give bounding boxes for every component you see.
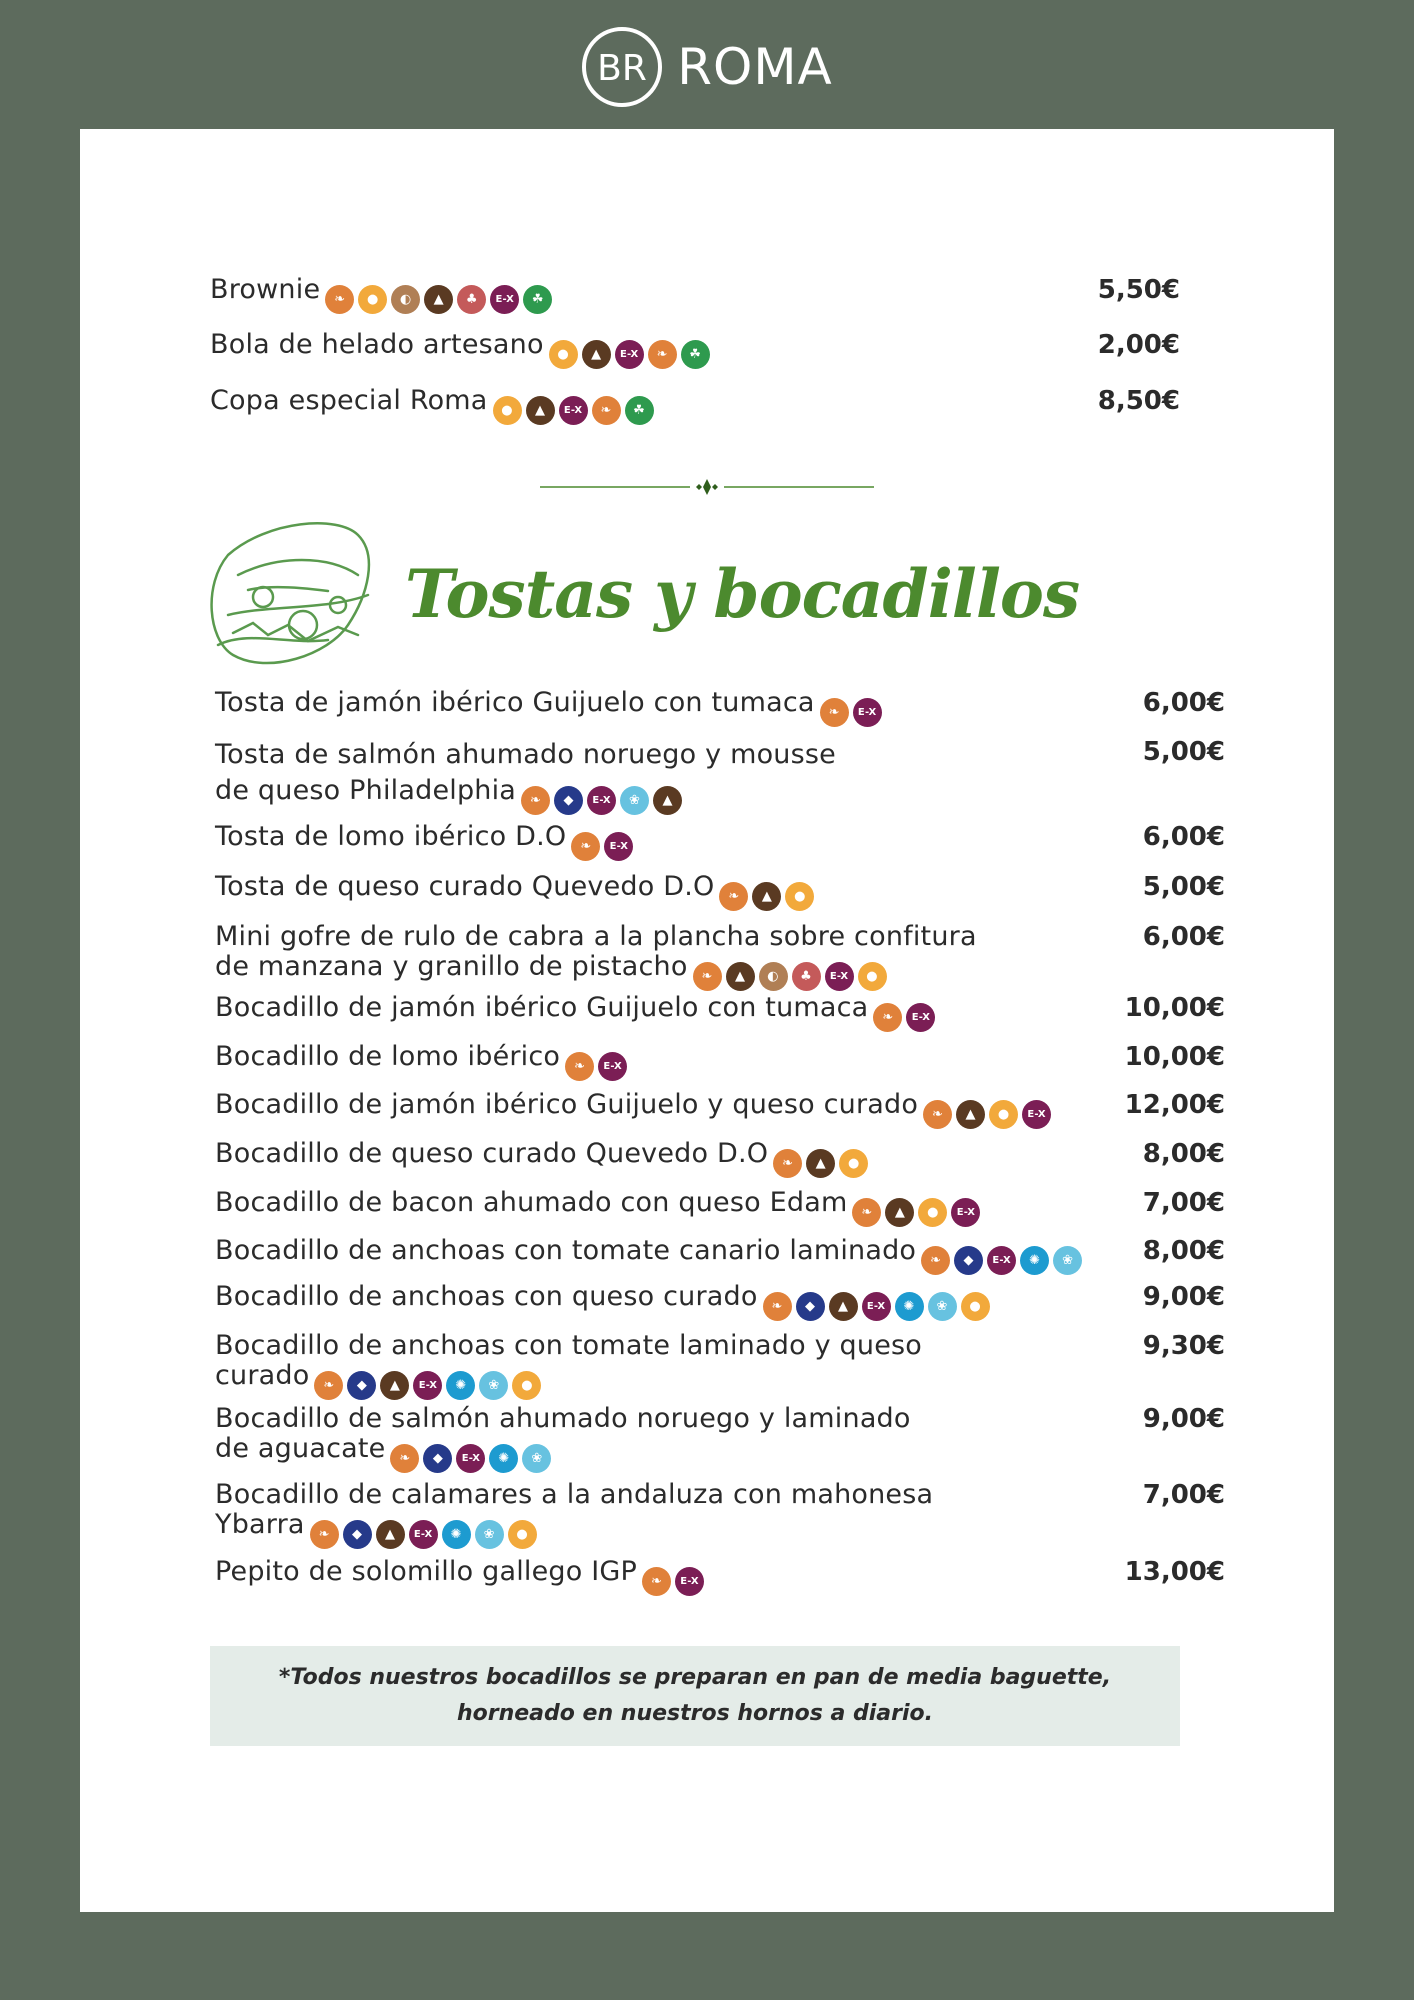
gluten-allergen-icon: ❧ <box>820 698 849 727</box>
egg-allergen-icon: ● <box>989 1100 1018 1129</box>
item-price: 13,00€ <box>1124 1557 1225 1587</box>
allergen-icons <box>820 698 882 727</box>
mollusc-allergen-icon: ❀ <box>928 1292 957 1321</box>
allergen-icons <box>693 962 887 991</box>
milk-allergen-icon: ▲ <box>424 285 453 314</box>
egg-allergen-icon: ● <box>512 1371 541 1400</box>
fish-allergen-icon: ◆ <box>347 1371 376 1400</box>
sulfite-allergen-icon: E-X <box>825 962 854 991</box>
item-name-line: Tosta de salmón ahumado noruego y mousse <box>215 739 836 770</box>
peanut-allergen-icon: ♣ <box>457 285 486 314</box>
mollusc-allergen-icon: ❀ <box>479 1371 508 1400</box>
milk-allergen-icon: ▲ <box>653 786 682 815</box>
allergen-icons <box>921 1246 1082 1275</box>
item-name <box>215 872 814 911</box>
roma-monogram-icon <box>581 26 663 108</box>
brand-logo <box>0 26 1414 108</box>
item-price: 9,00€ <box>1142 1282 1225 1312</box>
crust-allergen-icon: ✺ <box>1020 1246 1049 1275</box>
milk-allergen-icon: ▲ <box>526 396 555 425</box>
mollusc-allergen-icon: ❀ <box>1053 1246 1082 1275</box>
allergen-icons <box>549 340 710 369</box>
gluten-allergen-icon: ❧ <box>592 396 621 425</box>
allergen-icons <box>642 1567 704 1596</box>
egg-allergen-icon: ● <box>961 1292 990 1321</box>
gluten-allergen-icon: ❧ <box>923 1100 952 1129</box>
crust-allergen-icon: ✺ <box>489 1444 518 1473</box>
sandwich-illustration-icon <box>208 515 393 675</box>
item-price: 2,00€ <box>1097 330 1180 360</box>
allergen-icons <box>571 832 633 861</box>
sulfite-allergen-icon: E-X <box>675 1567 704 1596</box>
allergen-icons <box>763 1292 990 1321</box>
egg-allergen-icon: ● <box>839 1149 868 1178</box>
menu-item-row <box>215 1139 1225 1178</box>
milk-allergen-icon: ▲ <box>885 1198 914 1227</box>
milk-allergen-icon: ▲ <box>380 1371 409 1400</box>
item-price: 12,00€ <box>1124 1090 1225 1120</box>
fish-allergen-icon: ◆ <box>423 1444 452 1473</box>
sulfite-allergen-icon: E-X <box>951 1198 980 1227</box>
milk-allergen-icon: ▲ <box>582 340 611 369</box>
menu-item-row <box>215 822 1225 861</box>
item-name-line: Ybarra <box>215 1509 305 1540</box>
gluten-allergen-icon: ❧ <box>642 1567 671 1596</box>
allergen-icons <box>923 1100 1051 1129</box>
item-name <box>215 1188 980 1227</box>
milk-allergen-icon: ▲ <box>829 1292 858 1321</box>
menu-item-row <box>215 993 1225 1032</box>
sulfite-allergen-icon: E-X <box>604 832 633 861</box>
menu-item-row <box>215 872 1225 911</box>
crust-allergen-icon: ✺ <box>895 1292 924 1321</box>
item-price: 5,50€ <box>1097 275 1180 305</box>
allergen-icons <box>314 1371 541 1400</box>
celery-allergen-icon: ☘ <box>523 285 552 314</box>
item-name <box>210 386 654 425</box>
item-price: 8,00€ <box>1142 1236 1225 1266</box>
egg-allergen-icon: ● <box>493 396 522 425</box>
mollusc-allergen-icon: ❀ <box>620 786 649 815</box>
item-name-line: Bocadillo de bacon ahumado con queso Edam <box>215 1187 848 1218</box>
item-price: 8,00€ <box>1142 1139 1225 1169</box>
item-name-line: de manzana y granillo de pistacho <box>215 951 688 982</box>
gluten-allergen-icon: ❧ <box>565 1052 594 1081</box>
allergen-icons <box>390 1444 551 1473</box>
egg-allergen-icon: ● <box>358 285 387 314</box>
menu-item-row <box>215 1236 1225 1275</box>
item-price: 7,00€ <box>1142 1480 1225 1510</box>
gluten-allergen-icon: ❧ <box>571 832 600 861</box>
item-name <box>215 1236 1082 1275</box>
menu-item-row <box>215 737 1225 815</box>
menu-item-row <box>215 1480 1225 1549</box>
item-price: 10,00€ <box>1124 1042 1225 1072</box>
mollusc-allergen-icon: ❀ <box>475 1520 504 1549</box>
gluten-allergen-icon: ❧ <box>310 1520 339 1549</box>
item-name-line: Copa especial Roma <box>210 385 488 416</box>
brand-name: ROMA <box>677 38 833 96</box>
menu-item-row <box>215 922 1225 991</box>
item-name <box>210 275 552 314</box>
gluten-allergen-icon: ❧ <box>521 786 550 815</box>
allergen-icons <box>773 1149 868 1178</box>
menu-item-row <box>215 1090 1225 1129</box>
peanut-allergen-icon: ♣ <box>792 962 821 991</box>
allergen-icons <box>493 396 654 425</box>
gluten-allergen-icon: ❧ <box>325 285 354 314</box>
menu-item-row <box>215 1282 1225 1321</box>
celery-allergen-icon: ☘ <box>681 340 710 369</box>
gluten-allergen-icon: ❧ <box>773 1149 802 1178</box>
dessert-row <box>210 330 1180 369</box>
allergen-icons <box>565 1052 627 1081</box>
menu-item-row <box>215 1331 1225 1400</box>
egg-allergen-icon: ● <box>785 882 814 911</box>
item-price: 9,30€ <box>1142 1331 1225 1361</box>
item-name <box>215 737 836 815</box>
milk-allergen-icon: ▲ <box>726 962 755 991</box>
dessert-row <box>210 275 1180 314</box>
milk-allergen-icon: ▲ <box>806 1149 835 1178</box>
menu-item-row <box>215 1557 1225 1596</box>
item-price: 9,00€ <box>1142 1404 1225 1434</box>
item-name-line: Bocadillo de lomo ibérico <box>215 1041 561 1072</box>
allergen-icons <box>719 882 814 911</box>
gluten-allergen-icon: ❧ <box>763 1292 792 1321</box>
item-price: 5,00€ <box>1142 872 1225 902</box>
egg-allergen-icon: ● <box>508 1520 537 1549</box>
item-name <box>215 1090 1051 1129</box>
menu-item-row <box>215 688 1225 727</box>
fish-allergen-icon: ◆ <box>343 1520 372 1549</box>
item-name-line: Bocadillo de anchoas con tomate canario laminado <box>215 1235 917 1266</box>
sulfite-allergen-icon: E-X <box>413 1371 442 1400</box>
item-name-line: curado <box>215 1360 310 1391</box>
gluten-allergen-icon: ❧ <box>648 340 677 369</box>
item-name-line: Bocadillo de anchoas con queso curado <box>215 1281 758 1312</box>
item-price: 8,50€ <box>1097 386 1180 416</box>
item-name-line: Bocadillo de salmón ahumado noruego y laminado <box>215 1403 911 1434</box>
item-name-line: Bocadillo de jamón ibérico Guijuelo y queso curado <box>215 1089 919 1120</box>
sulfite-allergen-icon: E-X <box>987 1246 1016 1275</box>
celery-allergen-icon: ☘ <box>625 396 654 425</box>
mollusc-allergen-icon: ❀ <box>522 1444 551 1473</box>
crust-allergen-icon: ✺ <box>442 1520 471 1549</box>
sulfite-allergen-icon: E-X <box>409 1520 438 1549</box>
baguette-note <box>210 1646 1180 1746</box>
item-name <box>215 688 882 727</box>
item-name-line: Tosta de queso curado Quevedo D.O <box>215 871 715 902</box>
item-name <box>215 1331 922 1400</box>
fish-allergen-icon: ◆ <box>954 1246 983 1275</box>
egg-allergen-icon: ● <box>858 962 887 991</box>
gluten-allergen-icon: ❧ <box>390 1444 419 1473</box>
nuts-allergen-icon: ◐ <box>391 285 420 314</box>
milk-allergen-icon: ▲ <box>956 1100 985 1129</box>
item-price: 10,00€ <box>1124 993 1225 1023</box>
egg-allergen-icon: ● <box>918 1198 947 1227</box>
menu-item-row <box>215 1404 1225 1473</box>
item-name <box>215 993 935 1032</box>
item-name-line: Brownie <box>210 274 321 305</box>
item-name-line: Mini gofre de rulo de cabra a la plancha sobre confitura <box>215 921 977 952</box>
item-price: 5,00€ <box>1142 737 1225 767</box>
sulfite-allergen-icon: E-X <box>598 1052 627 1081</box>
fish-allergen-icon: ◆ <box>554 786 583 815</box>
sulfite-allergen-icon: E-X <box>906 1003 935 1032</box>
sulfite-allergen-icon: E-X <box>853 698 882 727</box>
sulfite-allergen-icon: E-X <box>587 786 616 815</box>
item-name <box>215 1282 990 1321</box>
allergen-icons <box>310 1520 537 1549</box>
allergen-icons <box>325 285 552 314</box>
item-price: 6,00€ <box>1142 688 1225 718</box>
item-name-line: de queso Philadelphia <box>215 775 517 806</box>
item-name <box>215 822 633 861</box>
gluten-allergen-icon: ❧ <box>314 1371 343 1400</box>
sulfite-allergen-icon: E-X <box>862 1292 891 1321</box>
item-name-line: Bocadillo de anchoas con tomate laminado y queso <box>215 1330 922 1361</box>
item-name <box>215 922 977 991</box>
sulfite-allergen-icon: E-X <box>490 285 519 314</box>
gluten-allergen-icon: ❧ <box>921 1246 950 1275</box>
item-name-line: Tosta de lomo ibérico D.O <box>215 821 567 852</box>
note-line-2: horneado en nuestros hornos a diario. <box>456 1701 934 1726</box>
crust-allergen-icon: ✺ <box>446 1371 475 1400</box>
allergen-icons <box>873 1003 935 1032</box>
item-name-line: de aguacate <box>215 1433 386 1464</box>
gluten-allergen-icon: ❧ <box>719 882 748 911</box>
section-title: Tostas y bocadillos <box>405 555 1080 633</box>
item-name <box>215 1042 627 1081</box>
nuts-allergen-icon: ◐ <box>759 962 788 991</box>
note-line-1: *Todos nuestros bocadillos se preparan en pan de media baguette, <box>278 1665 1112 1690</box>
item-name-line: Bocadillo de jamón ibérico Guijuelo con tumaca <box>215 992 869 1023</box>
ornament-divider <box>540 477 874 497</box>
gluten-allergen-icon: ❧ <box>852 1198 881 1227</box>
item-name <box>210 330 710 369</box>
dessert-row <box>210 386 1180 425</box>
item-name-line: Bocadillo de calamares a la andaluza con mahonesa <box>215 1479 934 1510</box>
item-name <box>215 1480 933 1549</box>
gluten-allergen-icon: ❧ <box>873 1003 902 1032</box>
monogram-text: BR <box>597 48 648 89</box>
item-price: 7,00€ <box>1142 1188 1225 1218</box>
item-name <box>215 1139 868 1178</box>
item-name-line: Tosta de jamón ibérico Guijuelo con tumaca <box>215 687 815 718</box>
fish-allergen-icon: ◆ <box>796 1292 825 1321</box>
item-name-line: Bola de helado artesano <box>210 329 544 360</box>
allergen-icons <box>852 1198 980 1227</box>
milk-allergen-icon: ▲ <box>752 882 781 911</box>
gluten-allergen-icon: ❧ <box>693 962 722 991</box>
item-name-line: Bocadillo de queso curado Quevedo D.O <box>215 1138 769 1169</box>
sulfite-allergen-icon: E-X <box>1022 1100 1051 1129</box>
item-name <box>215 1557 704 1596</box>
sulfite-allergen-icon: E-X <box>456 1444 485 1473</box>
allergen-icons <box>521 786 682 815</box>
item-price: 6,00€ <box>1142 822 1225 852</box>
item-name-line: Pepito de solomillo gallego IGP <box>215 1556 638 1587</box>
sulfite-allergen-icon: E-X <box>559 396 588 425</box>
item-price: 6,00€ <box>1142 922 1225 952</box>
item-name <box>215 1404 911 1473</box>
milk-allergen-icon: ▲ <box>376 1520 405 1549</box>
menu-item-row <box>215 1042 1225 1081</box>
menu-item-row <box>215 1188 1225 1227</box>
sulfite-allergen-icon: E-X <box>615 340 644 369</box>
egg-allergen-icon: ● <box>549 340 578 369</box>
